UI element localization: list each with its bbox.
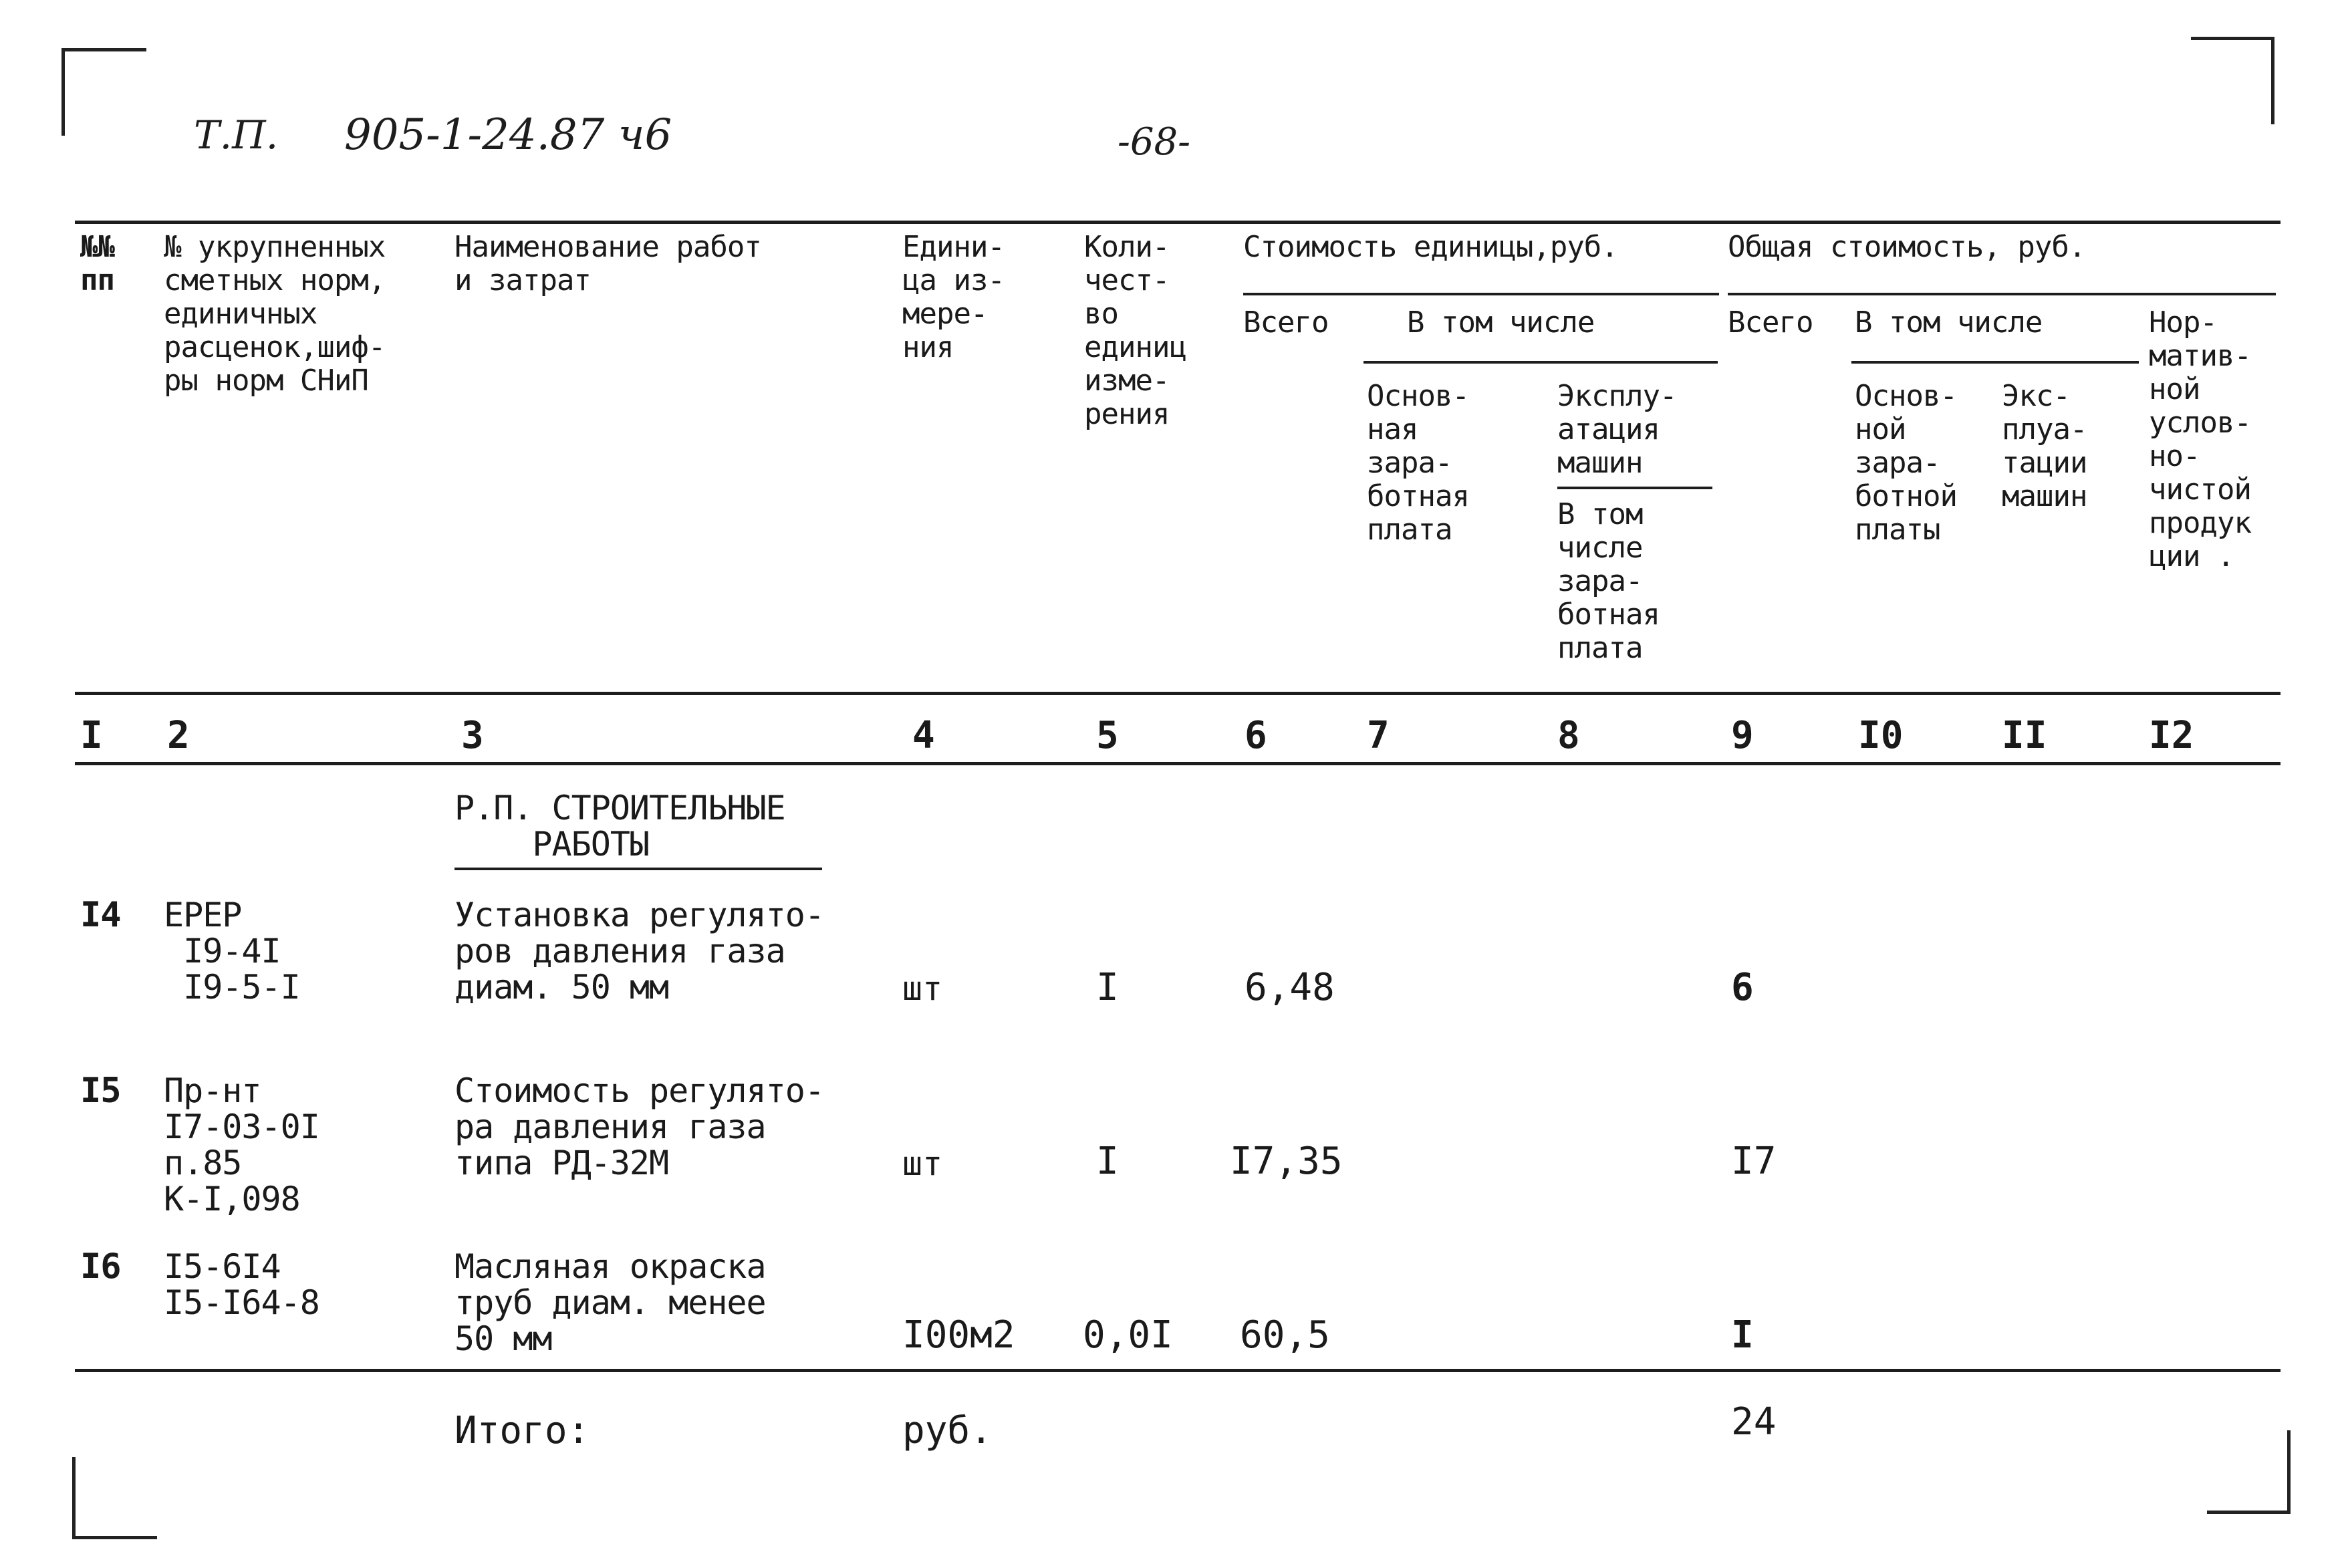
header-quantity: Коли- чест- во единиц изме- рения xyxy=(1084,230,1186,431)
col-number: 8 xyxy=(1557,714,1580,757)
section-title-underline xyxy=(454,868,822,870)
col-number: I2 xyxy=(2149,714,2194,757)
header-norm-codes: № укрупненных сметных норм, единичных расценок,шиф- ры норм СНиП xyxy=(164,230,386,398)
row-total: 6 xyxy=(1731,966,1754,1009)
summary-label: Итого: xyxy=(454,1409,590,1452)
col-number: 4 xyxy=(912,714,935,757)
row-norm-code: Пр-нт I7-03-0I п.85 К-I,098 xyxy=(164,1071,319,1218)
row-quantity: 0,0I xyxy=(1083,1313,1173,1357)
col-number: 3 xyxy=(461,714,484,757)
col-number: 7 xyxy=(1367,714,1390,757)
row-total: I xyxy=(1731,1313,1754,1357)
corner-mark-bottom-right xyxy=(2207,1430,2291,1514)
header-total-wage: Основ- ной зара- ботной платы xyxy=(1855,379,1957,547)
row-quantity: I xyxy=(1096,966,1119,1009)
header-total-machines: Экс- плуа- тации машин xyxy=(2002,379,2087,513)
col-number-rule xyxy=(75,762,2281,765)
col-number: I xyxy=(80,714,103,757)
row-unit-total: 6,48 xyxy=(1245,966,1335,1009)
row-norm-code: ЕРЕР I9-4I I9-5-I xyxy=(164,896,300,1007)
machines-rule xyxy=(1557,487,1712,489)
row-unit-total: 60,5 xyxy=(1240,1313,1330,1357)
header-total-cost: Общая стоимость, руб. xyxy=(1728,230,2086,264)
header-unit-cost: Стоимость единицы,руб. xyxy=(1243,230,1618,264)
header-work-name: Наименование работ и затрат xyxy=(454,230,761,297)
col-number: 9 xyxy=(1731,714,1754,757)
row-unit: шт xyxy=(902,1144,943,1183)
header-unit-machines: Эксплу- атация машин xyxy=(1557,379,1677,480)
row-number: I4 xyxy=(80,895,121,935)
unit-incl-rule xyxy=(1363,361,1718,364)
header-row-number: №№ пп xyxy=(80,230,114,297)
corner-mark-bottom-left xyxy=(72,1457,157,1539)
row-quantity: I xyxy=(1096,1140,1119,1183)
row-unit-total: I7,35 xyxy=(1230,1140,1343,1183)
table-top-rule xyxy=(75,221,2281,224)
row-number: I5 xyxy=(80,1071,121,1111)
doc-ref-code: 905-1-24.87 ч6 xyxy=(344,110,672,160)
row-unit: шт xyxy=(902,969,943,1008)
header-unit-wage: Основ- ная зара- ботная плата xyxy=(1367,379,1469,547)
total-incl-rule xyxy=(1851,361,2139,364)
header-bottom-rule xyxy=(75,692,2281,695)
header-unit: Едини- ца из- мере- ния xyxy=(902,230,1005,364)
row-total: I7 xyxy=(1731,1140,1777,1183)
col-number: 6 xyxy=(1245,714,1267,757)
col-number: 2 xyxy=(167,714,190,757)
page-number: -68- xyxy=(1118,120,1191,164)
corner-mark-top-left xyxy=(61,48,146,136)
row-number: I6 xyxy=(80,1247,121,1287)
corner-mark-top-right xyxy=(2191,37,2274,124)
section-title: Р.П. СТРОИТЕЛЬНЫЕ РАБОТЫ xyxy=(454,789,785,864)
summary-unit: руб. xyxy=(902,1409,993,1452)
header-unit-machines-wage: В том числе зара- ботная плата xyxy=(1557,497,1660,665)
header-total-total: Всего xyxy=(1728,305,1813,340)
row-norm-code: I5-6I4 I5-I64-8 xyxy=(164,1247,319,1322)
doc-ref-prefix: Т.П. xyxy=(194,112,279,158)
header-unit-total: Всего xyxy=(1243,305,1329,340)
unit-cost-rule xyxy=(1243,293,1719,295)
summary-total: 24 xyxy=(1731,1400,1777,1444)
row-unit: I00м2 xyxy=(902,1313,1015,1357)
row-work-name: Установка регулято- ров давления газа диам. 50 мм xyxy=(454,896,824,1007)
col-number: II xyxy=(2002,714,2047,757)
col-number: I0 xyxy=(1858,714,1904,757)
col-number: 5 xyxy=(1096,714,1119,757)
header-unit-incl: В том числе xyxy=(1407,305,1595,340)
row-work-name: Стоимость регулято- ра давления газа типа РД-32М xyxy=(454,1071,824,1182)
header-normative: Нор- матив- ной услов- но- чистой продук ции . xyxy=(2149,305,2251,573)
header-total-incl: В том числе xyxy=(1855,305,2043,340)
row-work-name: Масляная окраска труб диам. менее 50 мм xyxy=(454,1247,766,1358)
summary-rule xyxy=(75,1369,2281,1372)
total-cost-rule xyxy=(1728,293,2276,295)
